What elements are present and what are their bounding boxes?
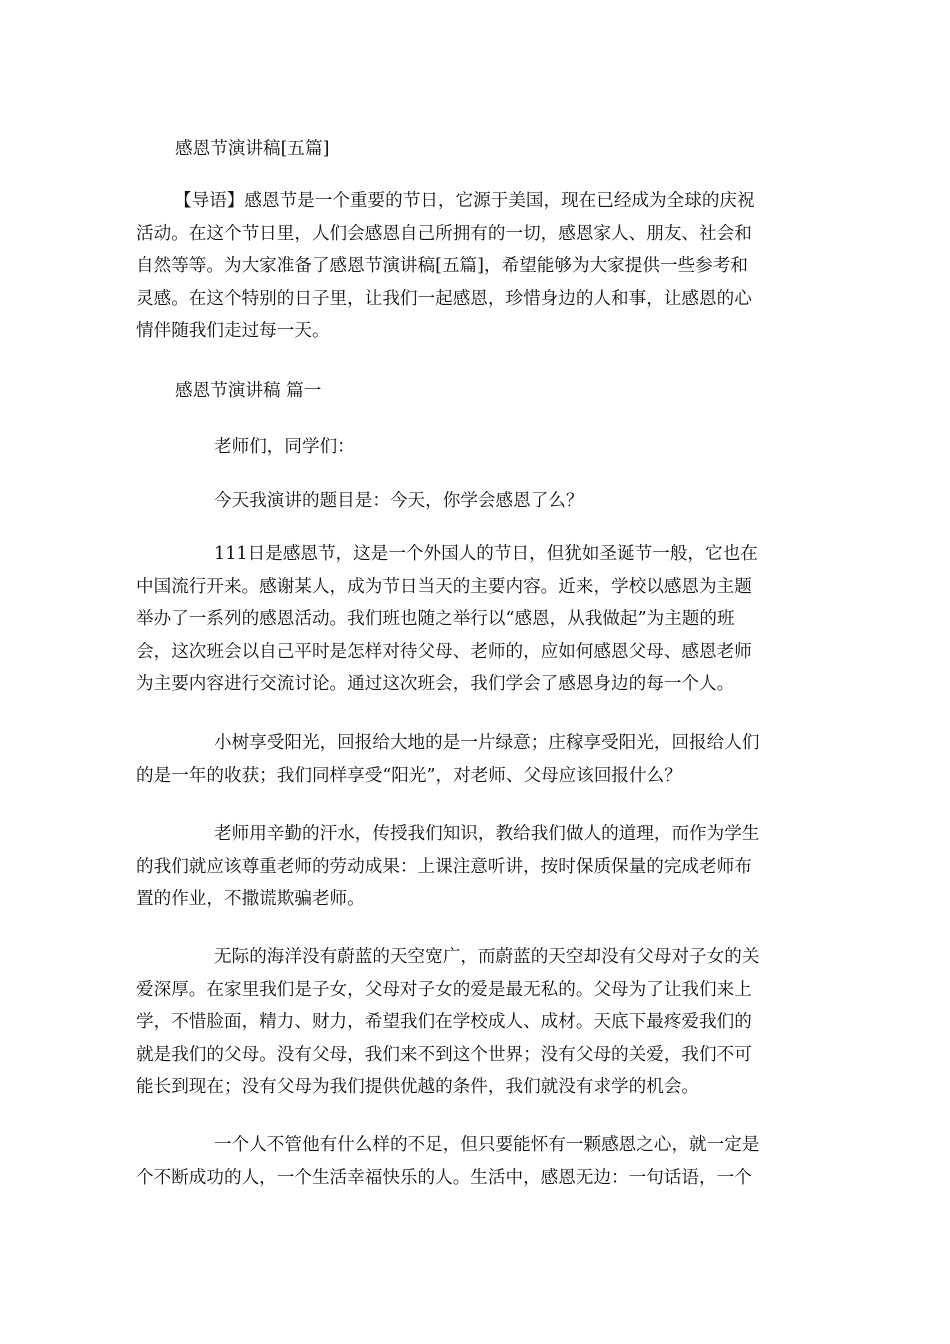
paragraph-line: 为主要内容进行交流讨论。通过这次班会，我们学会了感恩身边的每一个人。 (136, 674, 735, 694)
paragraph-line: 个不断成功的人，一个生活幸福快乐的人。生活中，感恩无边：一句话语，一个 (136, 1167, 752, 1188)
paragraph-line: 置的作业，不撒谎欺骗老师。 (136, 889, 365, 909)
paragraph-line: 的我们就应该尊重老师的劳动成果：上课注意听讲，按时保质保量的完成老师布 (136, 856, 752, 877)
paragraph-line: 能长到现在；没有父母为我们提供优越的条件，我们就没有求学的机会。 (136, 1077, 700, 1097)
document-title: 感恩节演讲稿[五篇] (175, 139, 330, 159)
paragraph-line: 无际的海洋没有蔚蓝的天空宽广，而蔚蓝的天空却没有父母对子女的关 (214, 947, 760, 967)
speech-topic: 今天我演讲的题目是：今天，你学会感恩了么？ (214, 491, 584, 511)
intro-line: 情伴随我们走过每一天。 (136, 321, 330, 341)
greeting: 老师们，同学们： (214, 437, 355, 457)
body-paragraph-4 (136, 941, 808, 1104)
body-paragraph-5 (136, 1129, 808, 1194)
paragraph-line: 中国流行开来。感谢某人，成为节日当天的主要内容。近来，学校以感恩为主题 (136, 576, 752, 597)
intro-paragraph (136, 185, 808, 348)
paragraph-line: 爱深厚。在家里我们是子女，父母对子女的爱是最无私的。父母为了让我们来上 (136, 979, 752, 1000)
intro-line: 活动。在这个节日里，人们会感恩自己所拥有的一切，感恩家人、朋友、社会和 (136, 223, 752, 244)
intro-line: 灵感。在这个特别的日子里，让我们一起感恩，珍惜身边的人和事，让感恩的心 (136, 288, 752, 309)
intro-line: 【导语】感恩节是一个重要的节日，它源于美国，现在已经成为全球的庆祝 (174, 191, 755, 211)
paragraph-line: 学，不惜脸面，精力、财力，希望我们在学校成人、成材。天底下最疼爱我们的 (136, 1012, 752, 1032)
body-paragraph-2 (136, 727, 808, 792)
section-title: 感恩节演讲稿 篇一 (175, 381, 322, 401)
paragraph-line: 就是我们的父母。没有父母，我们来不到这个世界；没有父母的关爱，我们不可 (136, 1044, 752, 1065)
paragraph-line: 111日是感恩节，这是一个外国人的节日，但犹如圣诞节一般，它也在 (214, 544, 758, 564)
paragraph-line: 的是一年的收获；我们同样享受“阳光”，对老师、父母应该回报什么？ (136, 765, 682, 786)
intro-line: 自然等等。为大家准备了感恩节演讲稿[五篇]，希望能够为大家提供一些参考和 (136, 256, 748, 276)
body-paragraph-1 (136, 538, 808, 701)
paragraph-line: 小树享受阳光，回报给大地的是一片绿意；庄稼享受阳光，回报给人们 (214, 733, 760, 753)
body-paragraph-3 (136, 818, 808, 916)
paragraph-line: 老师用辛勤的汗水，传授我们知识，教给我们做人的道理，而作为学生 (214, 824, 760, 844)
paragraph-line: 会，这次班会以自己平时是怎样对待父母、老师的，应如何感恩父母、感恩老师 (136, 641, 752, 662)
paragraph-line: 一个人不管他有什么样的不足，但只要能怀有一颗感恩之心，就一定是 (214, 1135, 760, 1155)
paragraph-line: 举办了一系列的感恩活动。我们班也随之举行以“感恩，从我做起”为主题的班 (136, 609, 735, 629)
